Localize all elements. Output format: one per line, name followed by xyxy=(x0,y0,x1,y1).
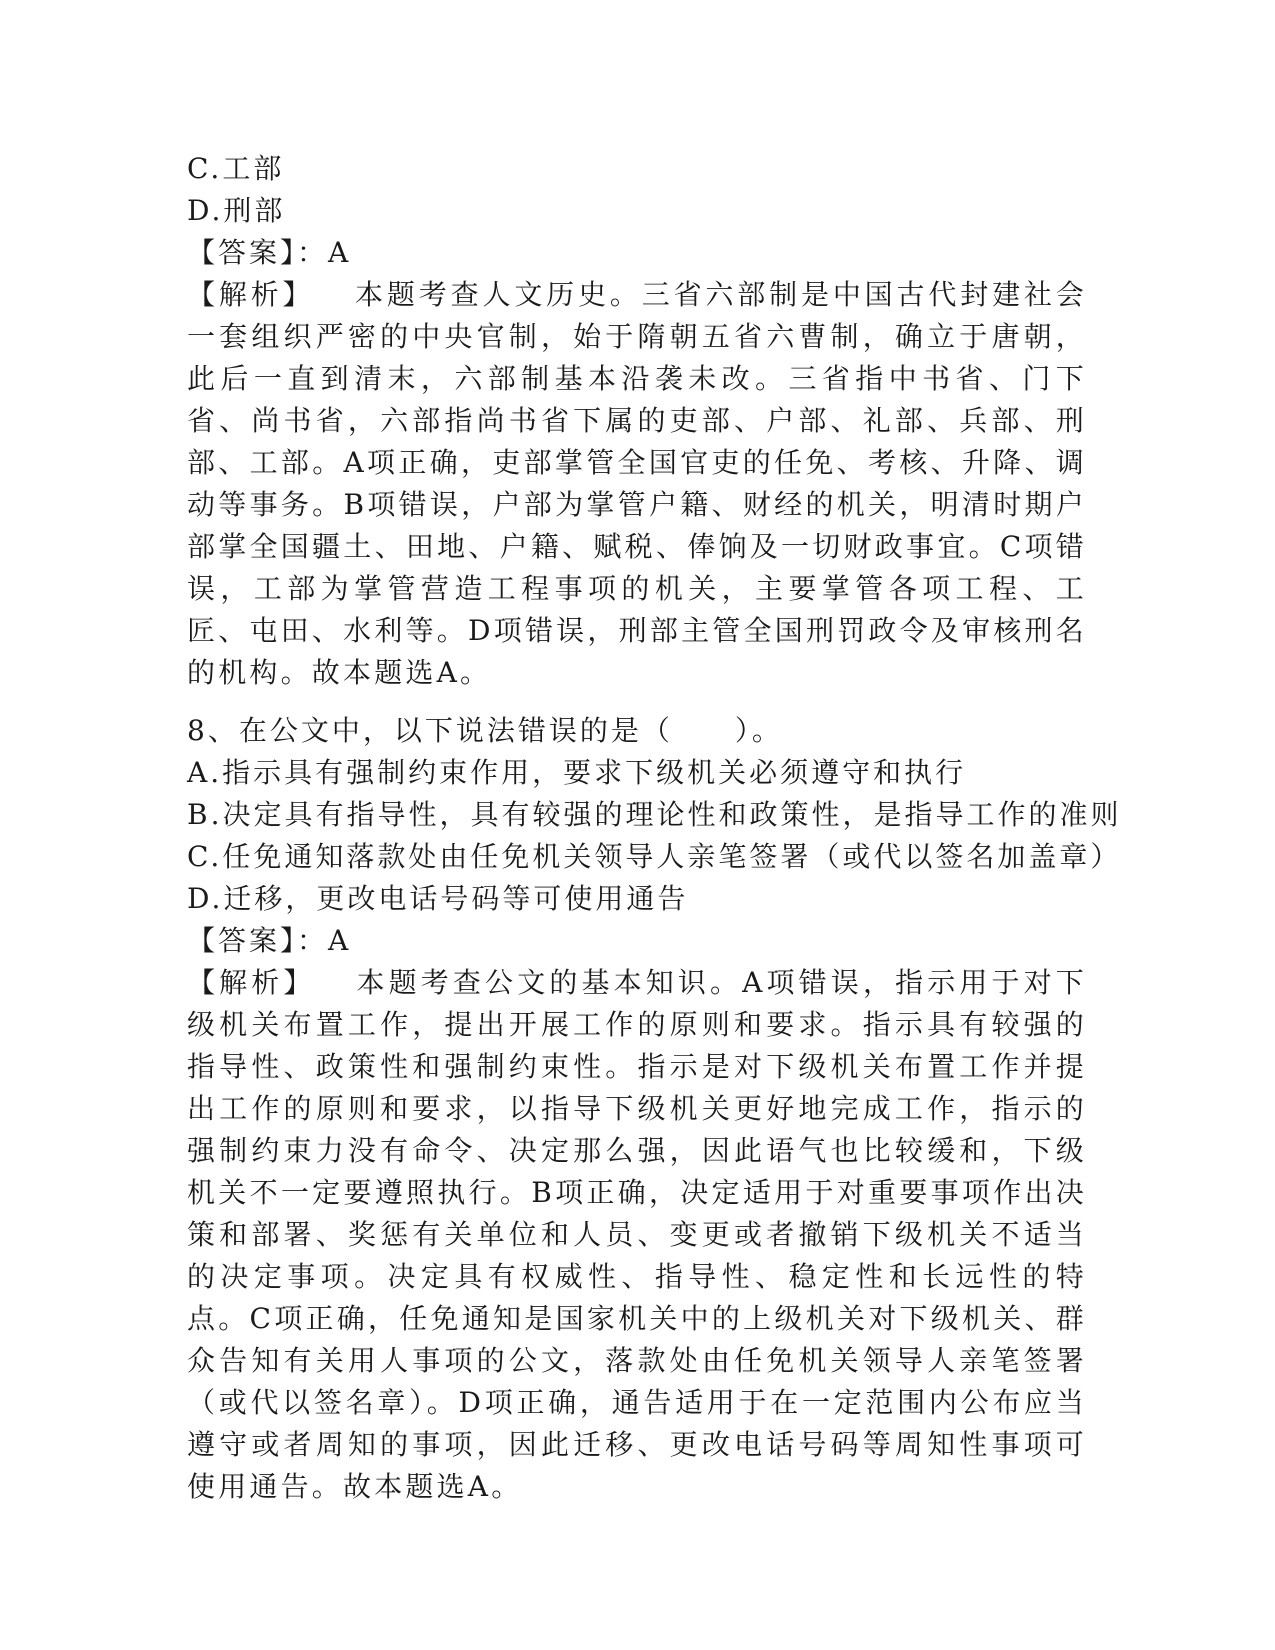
q7-answer: 【答案】：A xyxy=(187,236,352,269)
q7-analysis xyxy=(187,274,1087,694)
q8-analysis-label: 【解析】 xyxy=(187,966,316,999)
question-7-tail xyxy=(187,148,1087,694)
q8-option-b: B.决定具有指导性，具有较强的理论性和政策性，是指导工作的准则 xyxy=(187,798,1122,831)
q8-option-c: C.任免通知落款处由任免机关领导人亲笔签署（或代以签名加盖章） xyxy=(187,840,1122,873)
document-content xyxy=(187,148,1122,1508)
q7-option-c: C.工部 xyxy=(187,152,285,185)
q8-option-d: D.迁移，更改电话号码等可使用通告 xyxy=(187,882,689,915)
question-8 xyxy=(187,710,1122,1508)
q8-option-a: A.指示具有强制约束作用，要求下级机关必须遵守和执行 xyxy=(187,756,967,789)
q8-analysis xyxy=(187,962,1087,1508)
q8-analysis-text: 本题考查公文的基本知识。A项错误，指示用于对下级机关布置工作，提出开展工作的原则和要求。指示具有较强的指导性、政策性和强制约束性。指示是对下级机关布置工作并提出工作的原则和要求，以指导下级机关更好地完成工作，指示的强制约束力没有命令、决定那么强，因此语气也比较缓和，下级机关不一定要遵照执行。B项正确，决定适用于对重要事项作出决策和部署、奖惩有关单位和人员、变更或者撤销下级机关不适当的决定事项。决定具有权威性、指导性、稳定性和长远性的特点。C项正确，任免通知是国家机关中的上级机关对下级机关、群众告知有关用人事项的公文，落款处由任免机关领导人亲笔签署（或代以签名章）。D项正确，通告适用于在一定范围内公布应当遵守或者周知的事项，因此迁移、更改电话号码等周知性事项可使用通告。故本题选A。 xyxy=(187,966,1087,1503)
q8-answer: 【答案】：A xyxy=(187,924,352,957)
q7-analysis-text: 本题考查人文历史。三省六部制是中国古代封建社会一套组织严密的中央官制，始于隋朝五省六曹制，确立于唐朝，此后一直到清末，六部制基本沿袭未改。三省指中书省、门下省、尚书省，六部指尚书省下属的吏部、户部、礼部、兵部、刑部、工部。A项正确，吏部掌管全国官吏的任免、考核、升降、调动等事务。B项错误，户部为掌管户籍、财经的机关，明清时期户部掌全国疆土、田地、户籍、赋税、俸饷及一切财政事宜。C项错误，工部为掌管营造工程事项的机关，主要掌管各项工程、工匠、屯田、水利等。D项错误，刑部主管全国刑罚政令及审核刑名的机构。故本题选A。 xyxy=(187,278,1087,689)
q7-analysis-label: 【解析】 xyxy=(187,278,315,311)
q8-question: 8、在公文中，以下说法错误的是（ ）。 xyxy=(187,714,783,747)
q7-option-d: D.刑部 xyxy=(187,194,286,227)
